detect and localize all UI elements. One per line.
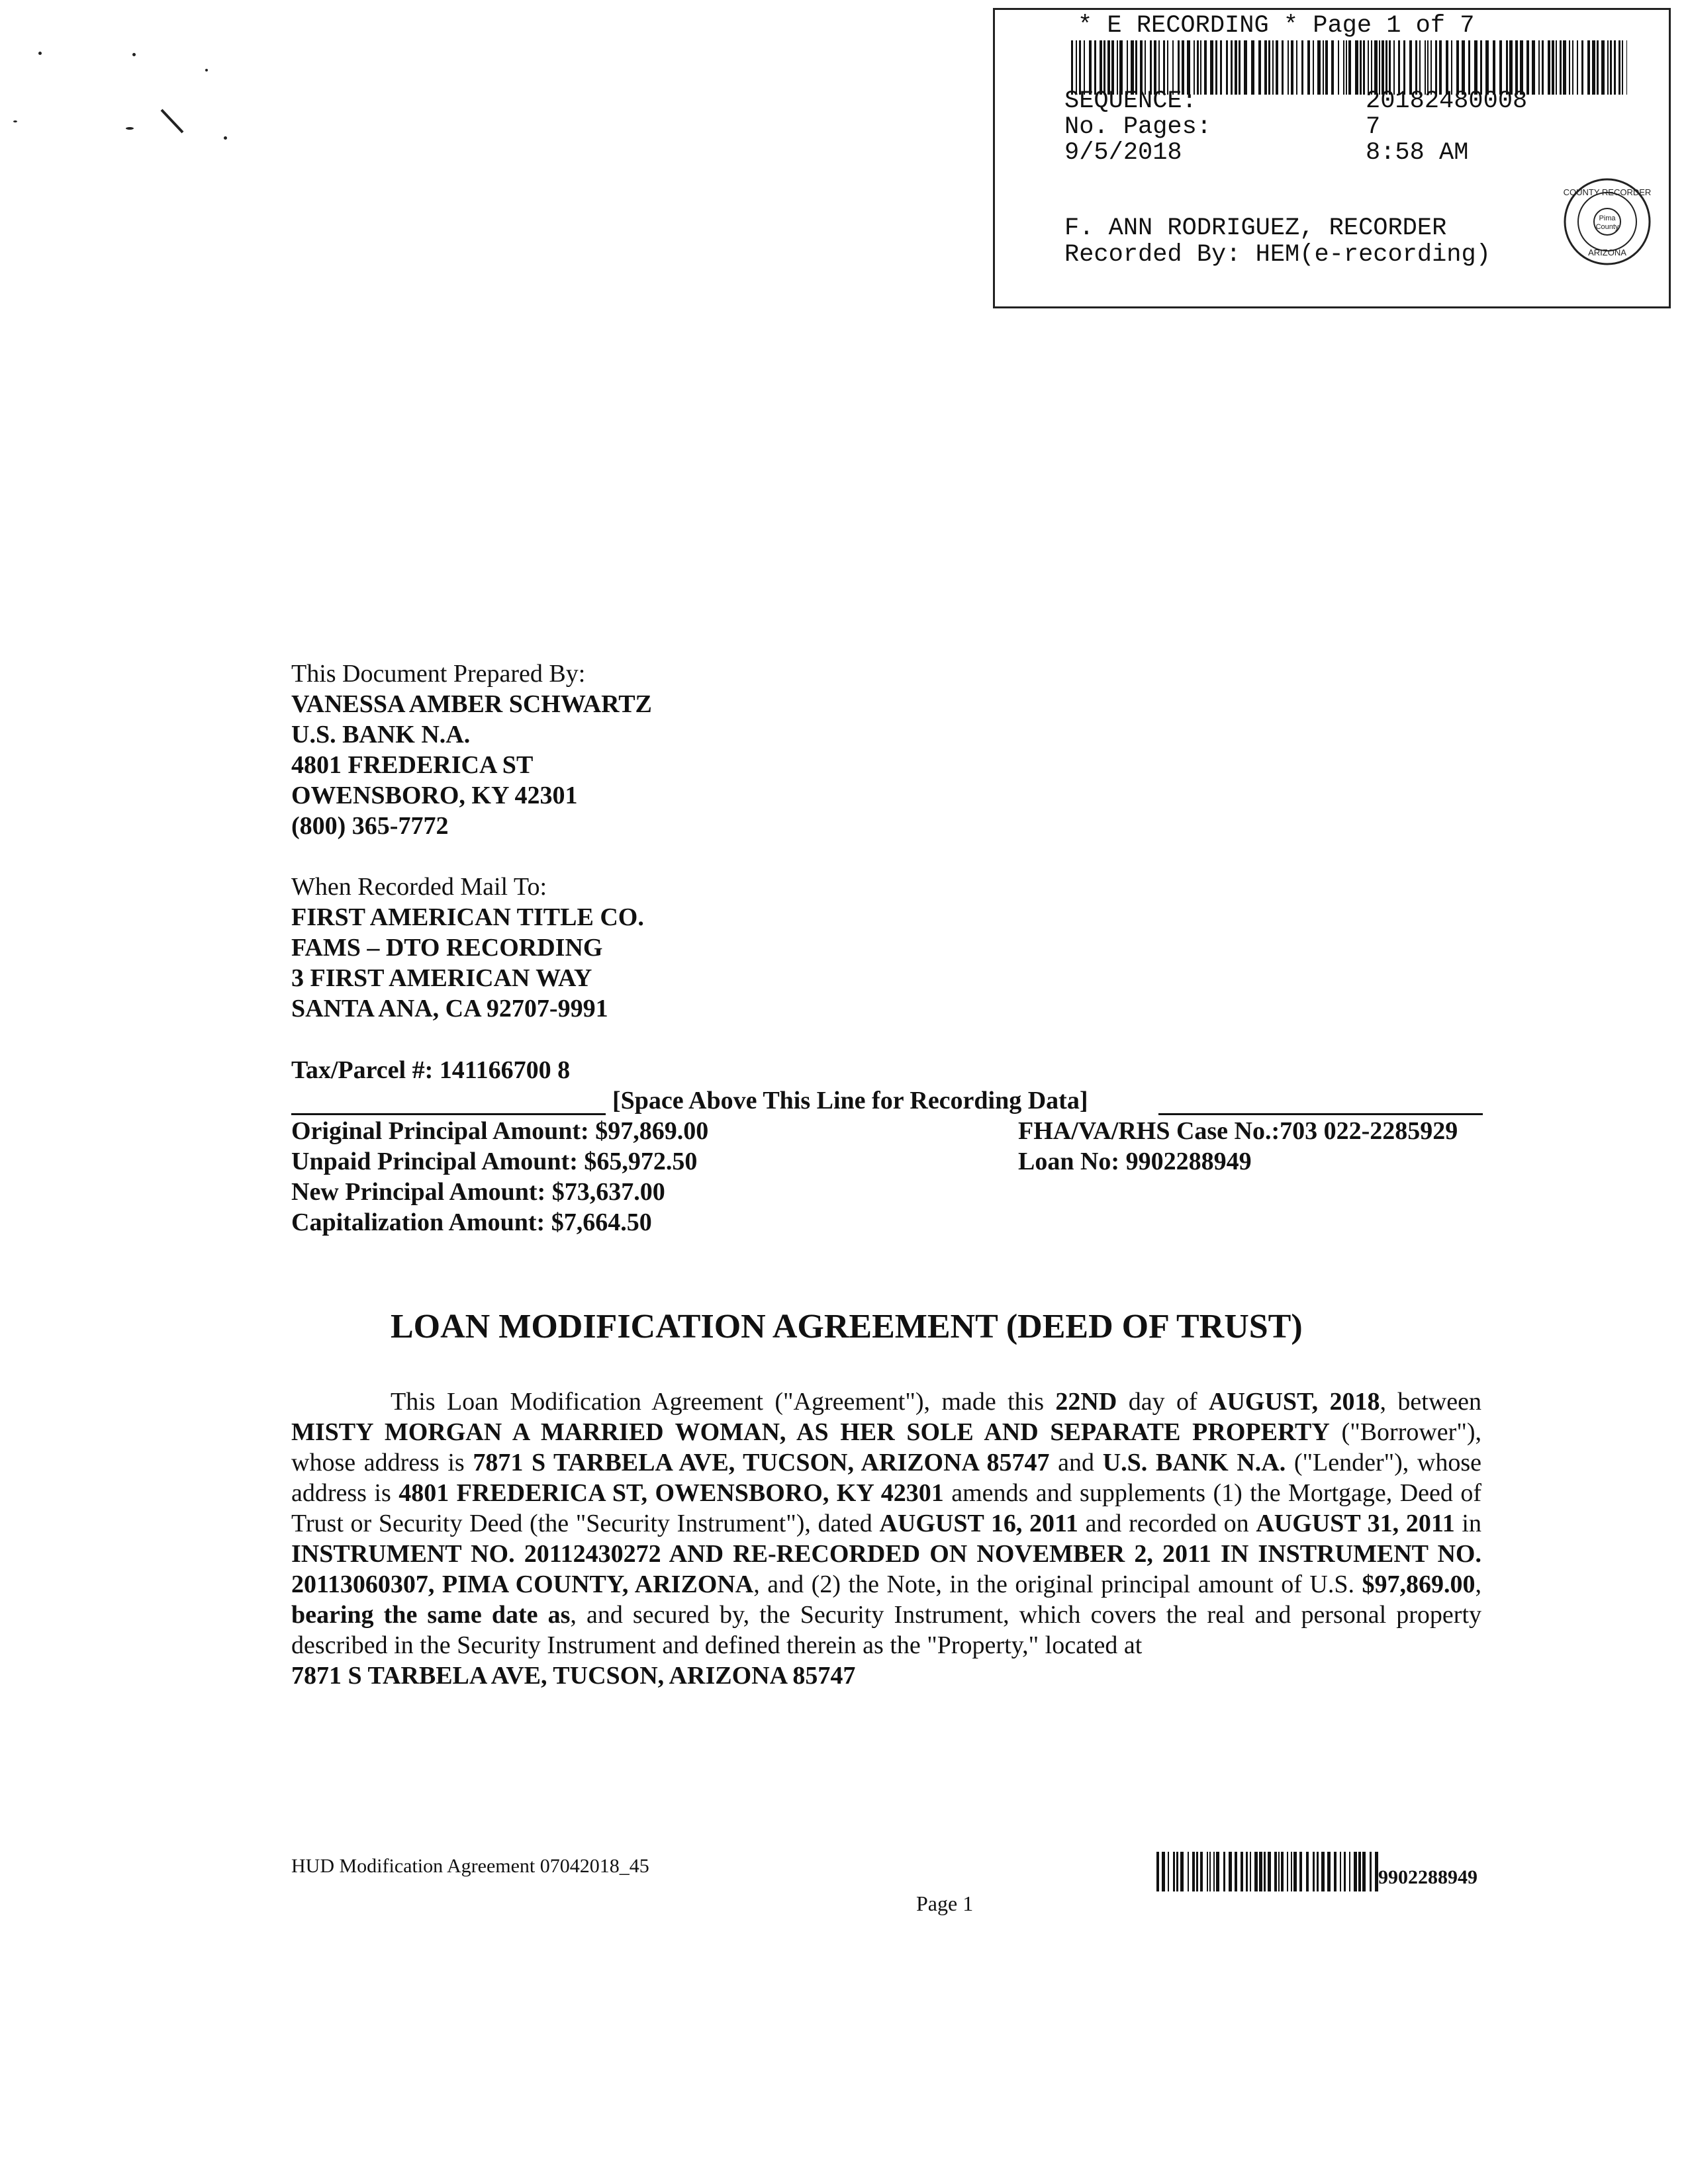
barcode-bar: [1349, 1852, 1350, 1891]
property-address: 7871 S TARBELA AVE, TUCSON, ARIZONA 85747: [291, 1662, 856, 1690]
barcode-bar: [1374, 40, 1378, 95]
barcode-bar: [1563, 40, 1566, 95]
barcode-bar: [1344, 1852, 1346, 1891]
mail-to-label: When Recorded Mail To:: [291, 873, 547, 901]
recording-space-label: [Space Above This Line for Recording Data]: [612, 1087, 1088, 1115]
body-text: ("Borrower"), whose address is: [291, 1418, 1481, 1477]
barcode-bar: [1264, 40, 1267, 95]
barcode-bar: [1385, 40, 1387, 95]
barcode-bar: [1172, 40, 1174, 95]
barcode-bar: [1291, 40, 1293, 95]
scan-speck: [126, 127, 134, 130]
svg-text:County: County: [1595, 223, 1619, 231]
barcode-bar: [1542, 40, 1544, 95]
barcode-bar: [1258, 40, 1261, 95]
barcode-bar: [1084, 40, 1085, 95]
barcode-bar: [1581, 40, 1583, 95]
lender-name: U.S. BANK N.A.: [1102, 1449, 1286, 1477]
barcode-bar: [1276, 40, 1278, 95]
scan-speck: [132, 53, 136, 56]
barcode-bar: [1111, 40, 1114, 95]
barcode-bar: [1607, 40, 1609, 95]
svg-text:COUNTY RECORDER: COUNTY RECORDER: [1563, 187, 1652, 197]
barcode-bar: [1360, 40, 1362, 95]
barcode-bar: [1158, 40, 1160, 95]
barcode-bar: [1210, 40, 1213, 95]
barcode-bar: [1135, 40, 1137, 95]
barcode-bar: [1346, 40, 1347, 95]
body-text: ,: [1475, 1570, 1481, 1598]
barcode-bar: [1398, 40, 1400, 95]
prepared-by-phone: (800) 365-7772: [291, 812, 449, 840]
barcode-bar: [1569, 40, 1570, 95]
barcode-bar: [1327, 1852, 1331, 1891]
pages-value: 7: [1366, 113, 1381, 141]
barcode-bar: [1291, 1852, 1292, 1891]
footer-loan-number: 9902288949: [1378, 1866, 1477, 1888]
barcode-bar: [1293, 1852, 1297, 1891]
barcode-bar: [1220, 40, 1222, 95]
document-title: LOAN MODIFICATION AGREEMENT (DEED OF TRUST): [391, 1308, 1303, 1345]
barcode-bar: [1338, 40, 1339, 95]
body-text: , and (2) the Note, in the original principal amount of U.S.: [753, 1570, 1362, 1598]
barcode-bar: [1368, 40, 1369, 95]
prepared-by-street: 4801 FREDERICA ST: [291, 751, 534, 779]
body-text: , between: [1380, 1388, 1482, 1416]
sequence-label: SEQUENCE:: [1064, 87, 1197, 115]
stamp-header: * E RECORDING * Page 1 of 7: [1078, 12, 1475, 40]
barcode-bar: [1363, 40, 1365, 95]
barcode-bar: [1371, 40, 1372, 95]
recording-date: 9/5/2018: [1064, 139, 1182, 167]
barcode-bar: [1250, 1852, 1251, 1891]
sequence-value: 20182480008: [1366, 87, 1528, 115]
scan-speck: [205, 69, 208, 71]
scan-speck: [224, 136, 227, 140]
body-text: This Loan Modification Agreement ("Agreement"), made this: [391, 1388, 1056, 1416]
barcode-bar: [1468, 40, 1470, 95]
barcode-bar: [1117, 40, 1118, 95]
barcode-bar: [1089, 40, 1092, 95]
original-principal: Original Principal Amount: $97,869.00: [291, 1117, 709, 1145]
barcode-bar: [1229, 1852, 1232, 1891]
barcode-bar: [1456, 40, 1459, 95]
barcode-bar: [1552, 40, 1554, 95]
barcode-bar: [1393, 40, 1395, 95]
barcode-bar: [1251, 40, 1254, 95]
barcode-bar: [1071, 40, 1073, 95]
barcode-bar: [1362, 1852, 1366, 1891]
barcode-bar: [1509, 40, 1513, 95]
barcode-bar: [1355, 40, 1358, 95]
barcode-bar: [1435, 40, 1437, 95]
barcode-bar: [1382, 40, 1384, 95]
body-text: and: [1049, 1449, 1103, 1477]
barcode-bar: [1354, 1852, 1357, 1891]
barcode-bar: [1307, 40, 1310, 95]
barcode-bar: [1239, 40, 1241, 95]
barcode-bar: [1215, 40, 1217, 95]
barcode-bar: [1192, 1852, 1195, 1891]
barcode-bar: [1451, 40, 1452, 95]
barcode-bar: [1348, 40, 1351, 95]
body-text: , and secured by, the Security Instrument, which covers the real and personal property described in the Security Instrument and defined therein as the "Property," located at: [291, 1601, 1482, 1659]
pages-label: No. Pages:: [1064, 113, 1212, 141]
page-number: Page 1: [916, 1891, 974, 1915]
barcode-bar: [1626, 40, 1627, 95]
barcode-bar: [1331, 40, 1334, 95]
recording-rule-left: [291, 1113, 606, 1115]
barcode-bar: [1592, 40, 1595, 95]
barcode-bar: [1231, 40, 1233, 95]
barcode-bar: [1299, 1852, 1302, 1891]
barcode-bar: [1278, 1852, 1280, 1891]
body-text: and recorded on: [1078, 1510, 1256, 1537]
barcode-bar: [1200, 1852, 1203, 1891]
barcode-bar: [1167, 40, 1168, 95]
barcode-bar: [1317, 1852, 1319, 1891]
barcode-bar: [1515, 40, 1518, 95]
barcode-bar: [1323, 40, 1324, 95]
case-number: FHA/VA/RHS Case No.:703 022-2285929: [1018, 1117, 1458, 1145]
barcode-bar: [1150, 40, 1152, 95]
barcode-bar: [1325, 40, 1328, 95]
barcode-bar: [1241, 1852, 1243, 1891]
form-identifier: HUD Modification Agreement 07042018_45: [291, 1855, 649, 1877]
barcode-bar: [1425, 40, 1426, 95]
recorded-date: AUGUST 31, 2011: [1256, 1510, 1455, 1537]
barcode-bar: [1446, 40, 1448, 95]
borrower-name: MISTY MORGAN A MARRIED WOMAN, AS HER SOLE AND SEPARATE PROPERTY: [291, 1418, 1330, 1446]
barcode-bar: [1614, 40, 1616, 95]
body-text: day of: [1117, 1388, 1209, 1416]
barcode-bar: [1415, 40, 1417, 95]
barcode-bar: [1313, 1852, 1315, 1891]
prepared-by-name: VANESSA AMBER SCHWARTZ: [291, 690, 652, 718]
barcode-bar: [1100, 40, 1102, 95]
barcode-bar: [1254, 1852, 1258, 1891]
barcode-bar: [1526, 40, 1529, 95]
barcode-bar: [1317, 40, 1321, 95]
barcode-bar: [1370, 1852, 1372, 1891]
mail-to-street: 3 FIRST AMERICAN WAY: [291, 964, 592, 992]
barcode-bar: [1601, 40, 1605, 95]
barcode-bar: [1196, 1852, 1198, 1891]
barcode-bar: [1131, 40, 1134, 95]
barcode-bar: [1462, 40, 1465, 95]
barcode-bar: [1282, 40, 1284, 95]
barcode-bar: [1587, 40, 1590, 95]
barcode-bar: [1200, 40, 1201, 95]
barcode-bar: [1403, 40, 1405, 95]
recording-time: 8:58 AM: [1366, 139, 1469, 167]
body-text: in: [1454, 1510, 1481, 1537]
svg-text:ARIZONA: ARIZONA: [1588, 248, 1626, 257]
barcode-bar: [1180, 1852, 1184, 1891]
capitalization-amount: Capitalization Amount: $7,664.50: [291, 1208, 652, 1236]
barcode-bar: [1094, 40, 1096, 95]
note-date-clause: bearing the same date as: [291, 1601, 571, 1629]
barcode-bar: [1162, 1852, 1165, 1891]
barcode-bar: [1506, 40, 1508, 95]
barcode-bar: [1127, 40, 1128, 95]
barcode-bar: [1474, 40, 1477, 95]
agreement-paragraph: [291, 1387, 1481, 1691]
barcode-bar: [1272, 40, 1274, 95]
barcode-bar: [1173, 1852, 1175, 1891]
instrument-numbers: INSTRUMENT NO. 20112430272 AND RE-RECORDED ON NOVEMBER 2, 2011 IN INSTRUMENT NO. 20113060307, PIMA COUNTY, ARIZONA: [291, 1540, 1481, 1598]
barcode-bar: [1379, 40, 1380, 95]
barcode-bar: [1207, 1852, 1208, 1891]
barcode-bar: [1358, 1852, 1361, 1891]
barcode-bar: [1610, 40, 1612, 95]
barcode-bar: [1287, 1852, 1288, 1891]
barcode-bar: [1107, 40, 1110, 95]
loan-number: Loan No: 9902288949: [1018, 1148, 1252, 1175]
recording-rule-right: [1158, 1113, 1483, 1115]
scan-mark: [159, 106, 192, 139]
barcode-bar: [1321, 1852, 1325, 1891]
barcode-bar: [1268, 1852, 1271, 1891]
barcode-bar: [1226, 40, 1228, 95]
barcode-bar: [1140, 40, 1143, 95]
recorder-name: F. ANN RODRIGUEZ, RECORDER: [1064, 214, 1447, 242]
barcode-bar: [1430, 40, 1432, 95]
barcode-bar: [1268, 40, 1270, 95]
barcode-bar: [1163, 40, 1165, 95]
barcode-bar: [1076, 40, 1077, 95]
barcode-bar: [1187, 40, 1190, 95]
barcode-bar: [1235, 1852, 1237, 1891]
barcode-bar: [1178, 40, 1180, 95]
mail-to-city: SANTA ANA, CA 92707-9991: [291, 995, 608, 1023]
barcode-bar: [1188, 1852, 1189, 1891]
barcode-bar: [1296, 40, 1297, 95]
recording-stamp: [993, 8, 1671, 308]
recorded-by: Recorded By: HEM(e-recording): [1064, 241, 1491, 269]
barcode-bar: [1264, 1852, 1266, 1891]
barcode-bar: [1259, 1852, 1262, 1891]
barcode-bar: [1334, 1852, 1336, 1891]
barcode-bar: [1244, 40, 1247, 95]
barcode-bar: [1182, 40, 1184, 95]
mail-to-dept: FAMS – DTO RECORDING: [291, 934, 603, 962]
barcode-bar: [1209, 1852, 1211, 1891]
barcode-bar: [1572, 40, 1573, 95]
barcode-bar: [1577, 40, 1578, 95]
barcode-bar: [1246, 1852, 1248, 1891]
barcode-bar: [1145, 40, 1146, 95]
barcode-bar: [1597, 40, 1599, 95]
loan-barcode: [1156, 1852, 1378, 1891]
tax-parcel: Tax/Parcel #: 141166700 8: [291, 1056, 571, 1084]
barcode-bar: [1197, 40, 1199, 95]
scan-speck: [38, 52, 42, 55]
barcode-bar: [1485, 40, 1489, 95]
agreement-day: 22ND: [1055, 1388, 1117, 1416]
barcode-bar: [1439, 40, 1442, 95]
scan-speck: [13, 120, 17, 122]
barcode-bar: [1176, 1852, 1178, 1891]
barcode-bar: [1538, 40, 1540, 95]
instrument-date: AUGUST 16, 2011: [879, 1510, 1078, 1537]
barcode-bar: [1556, 40, 1557, 95]
barcode-bar: [1301, 40, 1303, 95]
prepared-by-company: U.S. BANK N.A.: [291, 721, 471, 749]
barcode-bar: [1204, 40, 1207, 95]
barcode-bar: [1288, 40, 1289, 95]
barcode-bar: [1560, 40, 1562, 95]
barcode-bar: [1427, 40, 1429, 95]
barcode-bar: [1419, 40, 1421, 95]
barcode-bar: [1480, 40, 1482, 95]
barcode-bar: [1389, 40, 1391, 95]
barcode-bar: [1618, 40, 1620, 95]
barcode-bar: [1520, 40, 1523, 95]
county-recorder-seal: [1561, 175, 1654, 268]
body-text: ("Lender"), whose address is: [291, 1449, 1482, 1507]
barcode-bar: [1499, 40, 1502, 95]
barcode-bar: [1548, 40, 1550, 95]
barcode-bar: [1119, 40, 1123, 95]
barcode-bar: [1223, 1852, 1225, 1891]
svg-text:Pima: Pima: [1599, 214, 1616, 222]
barcode-bar: [1194, 40, 1195, 95]
barcode-bar: [1154, 40, 1156, 95]
barcode-bar: [1622, 40, 1623, 95]
body-text: amends and supplements (1) the Mortgage, Deed of Trust or Security Deed (the "Security Instrument"), dated: [291, 1479, 1481, 1537]
barcode-bar: [1274, 1852, 1277, 1891]
barcode-bar: [1168, 1852, 1169, 1891]
new-principal: New Principal Amount: $73,637.00: [291, 1178, 665, 1206]
agreement-month-year: AUGUST, 2018: [1209, 1388, 1380, 1416]
barcode-bar: [1343, 40, 1344, 95]
barcode-bar: [1409, 40, 1412, 95]
barcode-bar: [1079, 40, 1081, 95]
barcode-bar: [1235, 40, 1237, 95]
barcode-bar: [1532, 40, 1535, 95]
mail-to-company: FIRST AMERICAN TITLE CO.: [291, 903, 644, 931]
prepared-by-label: This Document Prepared By:: [291, 660, 586, 688]
barcode-bar: [1281, 1852, 1284, 1891]
barcode-bar: [1493, 40, 1495, 95]
recording-barcode: [1071, 40, 1627, 95]
note-amount: $97,869.00: [1362, 1570, 1476, 1598]
barcode-bar: [1213, 1852, 1215, 1891]
unpaid-principal: Unpaid Principal Amount: $65,972.50: [291, 1148, 698, 1175]
barcode-bar: [1156, 1852, 1159, 1891]
borrower-address: 7871 S TARBELA AVE, TUCSON, ARIZONA 85747: [473, 1449, 1050, 1477]
barcode-bar: [1306, 1852, 1309, 1891]
barcode-bar: [1340, 1852, 1341, 1891]
lender-address: 4801 FREDERICA ST, OWENSBORO, KY 42301: [399, 1479, 944, 1507]
barcode-bar: [1313, 40, 1314, 95]
barcode-bar: [1216, 1852, 1219, 1891]
prepared-by-city: OWENSBORO, KY 42301: [291, 782, 578, 809]
barcode-bar: [1103, 40, 1105, 95]
